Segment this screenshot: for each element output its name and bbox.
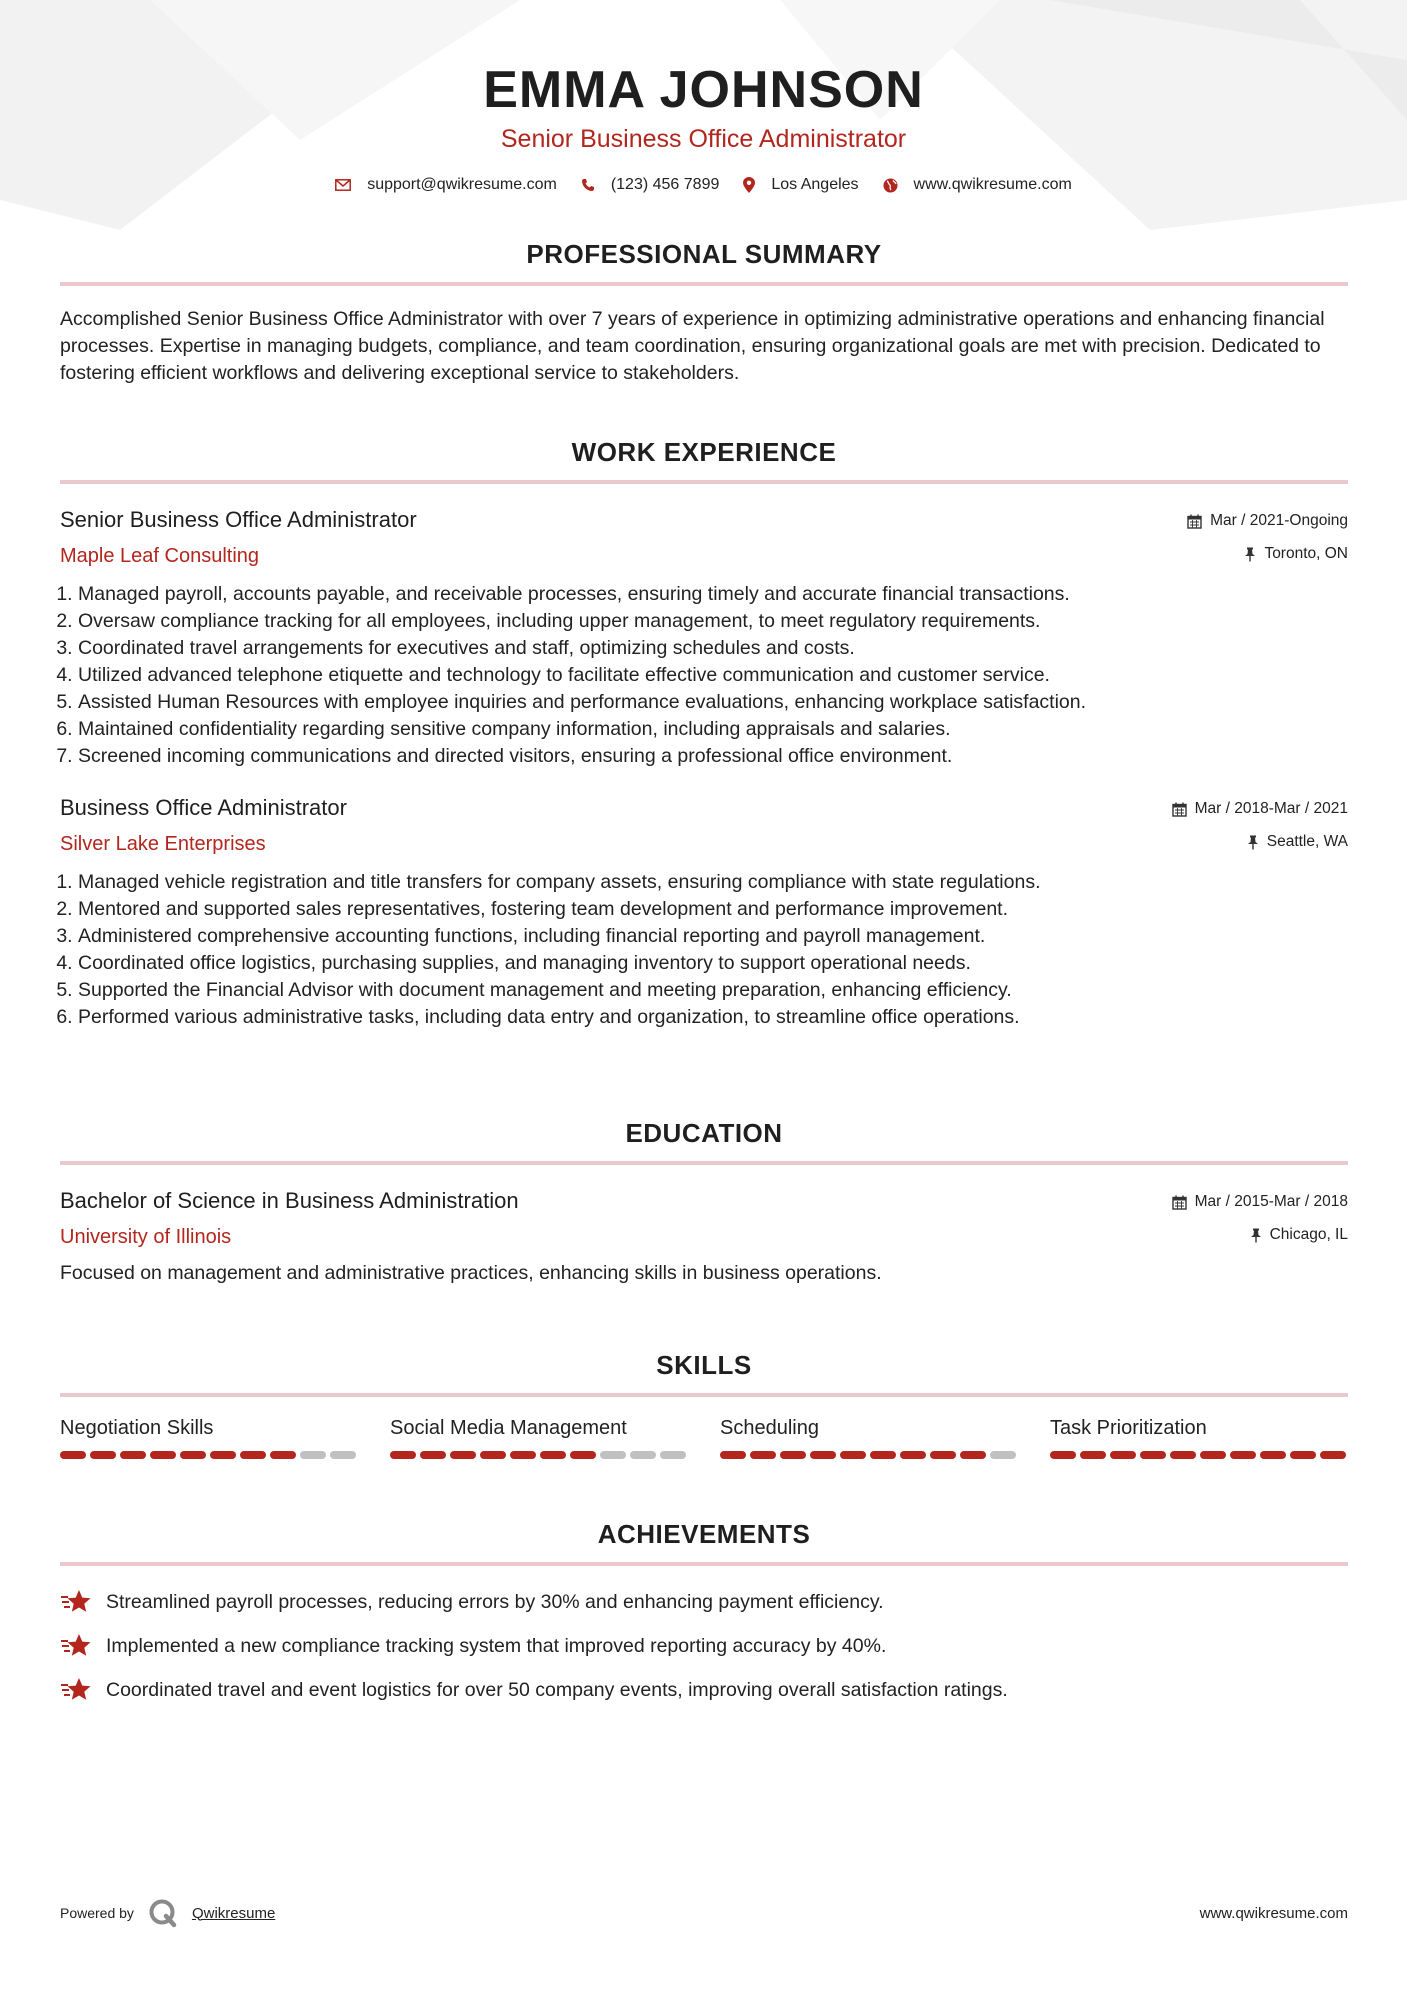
calendar-icon [1172, 802, 1187, 817]
contact-website[interactable] [883, 176, 1072, 194]
footer [60, 1898, 1348, 1928]
school-name: University of Illinois [60, 1226, 232, 1248]
education-entry [60, 1187, 1348, 1287]
skill-dot-filled [1320, 1451, 1346, 1459]
experience-heading: WORK EXPERIENCE [571, 437, 837, 467]
skill-name: Scheduling [720, 1417, 819, 1439]
skill-dot-filled [90, 1451, 116, 1459]
candidate-role: Senior Business Office Administrator [500, 125, 907, 153]
list-item: 4. Coordinated office logistics, purchasing supplies, and managing inventory to support operational needs. [78, 950, 1348, 977]
degree-title: Bachelor of Science in Business Administration [60, 1188, 519, 1213]
skill-dot-filled [540, 1451, 566, 1459]
achievements-section [60, 1518, 1348, 1716]
skill-rating [720, 1451, 1020, 1459]
education-meta [1172, 1191, 1348, 1246]
skill-dot-filled [420, 1451, 446, 1459]
section-divider [60, 282, 1348, 286]
contact-location-text: Los Angeles [771, 176, 859, 193]
star-icon [60, 1677, 92, 1703]
job-dates [1187, 510, 1348, 532]
list-item: 7. Screened incoming communications and directed visitors, ensuring a professional office environment. [78, 743, 1348, 770]
skill-rating [1050, 1451, 1350, 1459]
skill-name: Task Prioritization [1050, 1417, 1207, 1439]
skill-dot-empty [660, 1451, 686, 1459]
education-location [1172, 1224, 1348, 1246]
skill-rating [390, 1451, 690, 1459]
skill-dot-filled [450, 1451, 476, 1459]
list-item: 1. Managed vehicle registration and title transfers for company assets, ensuring compliance with state regulations. [78, 869, 1348, 896]
job-location-text: Seattle, WA [1266, 833, 1348, 850]
skill-dot-filled [1260, 1451, 1286, 1459]
list-item: 2. Oversaw compliance tracking for all employees, including upper management, to meet regulatory requirements. [78, 608, 1348, 635]
skill-dot-empty [330, 1451, 356, 1459]
qwikresume-link[interactable]: Qwikresume [191, 1904, 276, 1922]
education-section [60, 1117, 1348, 1287]
list-item: 4. Utilized advanced telephone etiquette and technology to facilitate effective communication and customer service. [78, 662, 1348, 689]
achievements-heading: ACHIEVEMENTS [597, 1519, 811, 1549]
skill-dot-filled [150, 1451, 176, 1459]
contact-location [743, 176, 858, 194]
candidate-name: EMMA JOHNSON [483, 61, 924, 119]
achievement-text: Coordinated travel and event logistics for over 50 company events, improving overall satisfaction ratings. [106, 1678, 1008, 1701]
skill-dot-filled [60, 1451, 86, 1459]
section-divider [60, 480, 1348, 484]
powered-by-label: Powered by [60, 1905, 134, 1921]
list-item: 3. Coordinated travel arrangements for executives and staff, optimizing schedules and costs. [78, 635, 1348, 662]
map-pin-icon [743, 177, 755, 193]
pushpin-icon [1250, 1228, 1262, 1243]
skill-dot-filled [1140, 1451, 1166, 1459]
list-item: 6. Maintained confidentiality regarding sensitive company information, including appraisals and salaries. [78, 716, 1348, 743]
education-heading: EDUCATION [625, 1118, 783, 1148]
contact-email[interactable] [335, 176, 557, 194]
job-dates-text: Mar / 2021-Ongoing [1210, 512, 1348, 529]
job-title: Senior Business Office Administrator [60, 507, 417, 532]
skill-dot-filled [900, 1451, 926, 1459]
list-item: 5. Assisted Human Resources with employee inquiries and performance evaluations, enhancing workplace satisfaction. [78, 689, 1348, 716]
experience-section [60, 436, 1348, 1031]
summary-heading: PROFESSIONAL SUMMARY [526, 239, 882, 269]
achievement-text: Streamlined payroll processes, reducing errors by 30% and enhancing payment efficiency. [106, 1590, 884, 1613]
skill-dot-filled [1170, 1451, 1196, 1459]
job-meta [1187, 510, 1348, 565]
job-responsibilities [60, 581, 1348, 770]
job-title: Business Office Administrator [60, 795, 347, 820]
skill-dot-empty [990, 1451, 1016, 1459]
skill-dot-filled [1080, 1451, 1106, 1459]
job-company: Maple Leaf Consulting [60, 545, 260, 567]
contact-phone[interactable] [581, 176, 720, 194]
skill-name: Social Media Management [390, 1417, 627, 1439]
skill-dot-filled [210, 1451, 236, 1459]
list-item: 2. Mentored and supported sales representatives, fostering team development and performance improvement. [78, 896, 1348, 923]
achievement-item [60, 1672, 1348, 1708]
resume-header [0, 58, 1407, 194]
skill-dot-empty [600, 1451, 626, 1459]
skill-dot-filled [1050, 1451, 1076, 1459]
achievements-list [60, 1584, 1348, 1708]
achievement-item [60, 1628, 1348, 1664]
skill-dot-filled [840, 1451, 866, 1459]
star-icon [60, 1589, 92, 1615]
skills-list [60, 1415, 1348, 1459]
skill-dot-filled [1110, 1451, 1136, 1459]
contact-phone-text: (123) 456 7899 [610, 176, 720, 193]
skill-item [720, 1415, 1020, 1459]
skill-dot-filled [120, 1451, 146, 1459]
footer-url[interactable]: www.qwikresume.com [1199, 1904, 1348, 1922]
skill-dot-filled [750, 1451, 776, 1459]
summary-section [60, 238, 1348, 387]
skill-dot-filled [720, 1451, 746, 1459]
skill-rating [60, 1451, 360, 1459]
section-divider [60, 1562, 1348, 1566]
envelope-icon [335, 179, 351, 191]
skill-dot-filled [510, 1451, 536, 1459]
job-company: Silver Lake Enterprises [60, 833, 266, 855]
pushpin-icon [1247, 835, 1259, 850]
pushpin-icon [1244, 547, 1256, 562]
job-location [1172, 831, 1348, 853]
phone-icon [581, 178, 595, 192]
skill-dot-filled [780, 1451, 806, 1459]
section-divider [60, 1161, 1348, 1165]
education-location-text: Chicago, IL [1269, 1226, 1348, 1243]
calendar-icon [1187, 514, 1202, 529]
education-description: Focused on management and administrative practices, enhancing skills in business operations. [60, 1262, 882, 1284]
job-entry [60, 506, 1348, 770]
skill-item [1050, 1415, 1350, 1459]
skill-dot-filled [930, 1451, 956, 1459]
skill-dot-filled [480, 1451, 506, 1459]
skill-dot-filled [870, 1451, 896, 1459]
skill-dot-filled [180, 1451, 206, 1459]
list-item: 3. Administered comprehensive accounting functions, including financial reporting and payroll management. [78, 923, 1348, 950]
education-dates-text: Mar / 2015-Mar / 2018 [1194, 1193, 1348, 1210]
skill-name: Negotiation Skills [60, 1417, 214, 1439]
job-meta [1172, 798, 1348, 853]
achievement-text: Implemented a new compliance tracking system that improved reporting accuracy by 40%. [106, 1634, 887, 1657]
skill-dot-empty [630, 1451, 656, 1459]
section-divider [60, 1393, 1348, 1397]
job-entry [60, 794, 1348, 1031]
job-dates-text: Mar / 2018-Mar / 2021 [1194, 800, 1348, 817]
skill-dot-filled [570, 1451, 596, 1459]
job-location-text: Toronto, ON [1264, 545, 1348, 562]
job-dates [1172, 798, 1348, 820]
skill-item [390, 1415, 690, 1459]
skill-dot-filled [390, 1451, 416, 1459]
skills-heading: SKILLS [656, 1350, 752, 1380]
list-item: 6. Performed various administrative tasks, including data entry and organization, to streamline office operations. [78, 1004, 1348, 1031]
job-responsibilities [60, 869, 1348, 1031]
list-item: 5. Supported the Financial Advisor with document management and meeting preparation, enhancing efficiency. [78, 977, 1348, 1004]
skill-dot-filled [960, 1451, 986, 1459]
skill-dot-filled [1200, 1451, 1226, 1459]
summary-text: Accomplished Senior Business Office Administrator with over 7 years of experience in optimizing administrative operations and enhancing financial processes. Expertise in managing budgets, compliance, and team coordination, ensuring organizational goals are met with precision. Dedicated to fostering efficient workflows and delivering exceptional service to stakeholders. [60, 308, 1325, 384]
skill-dot-filled [1230, 1451, 1256, 1459]
skill-dot-filled [270, 1451, 296, 1459]
contact-email-text: support@qwikresume.com [367, 176, 557, 193]
calendar-icon [1172, 1195, 1187, 1210]
skill-dot-filled [810, 1451, 836, 1459]
skill-dot-filled [1290, 1451, 1316, 1459]
globe-icon [883, 178, 898, 193]
star-icon [60, 1633, 92, 1659]
contact-bar [0, 176, 1407, 194]
job-location [1187, 543, 1348, 565]
achievement-item [60, 1584, 1348, 1620]
skill-dot-filled [240, 1451, 266, 1459]
skills-section [60, 1349, 1348, 1459]
skill-item [60, 1415, 360, 1459]
skill-dot-empty [300, 1451, 326, 1459]
qwikresume-logo-icon [148, 1898, 178, 1928]
list-item: 1. Managed payroll, accounts payable, and receivable processes, ensuring timely and accurate financial transactions. [78, 581, 1348, 608]
contact-website-text: www.qwikresume.com [913, 176, 1072, 193]
education-dates [1172, 1191, 1348, 1213]
